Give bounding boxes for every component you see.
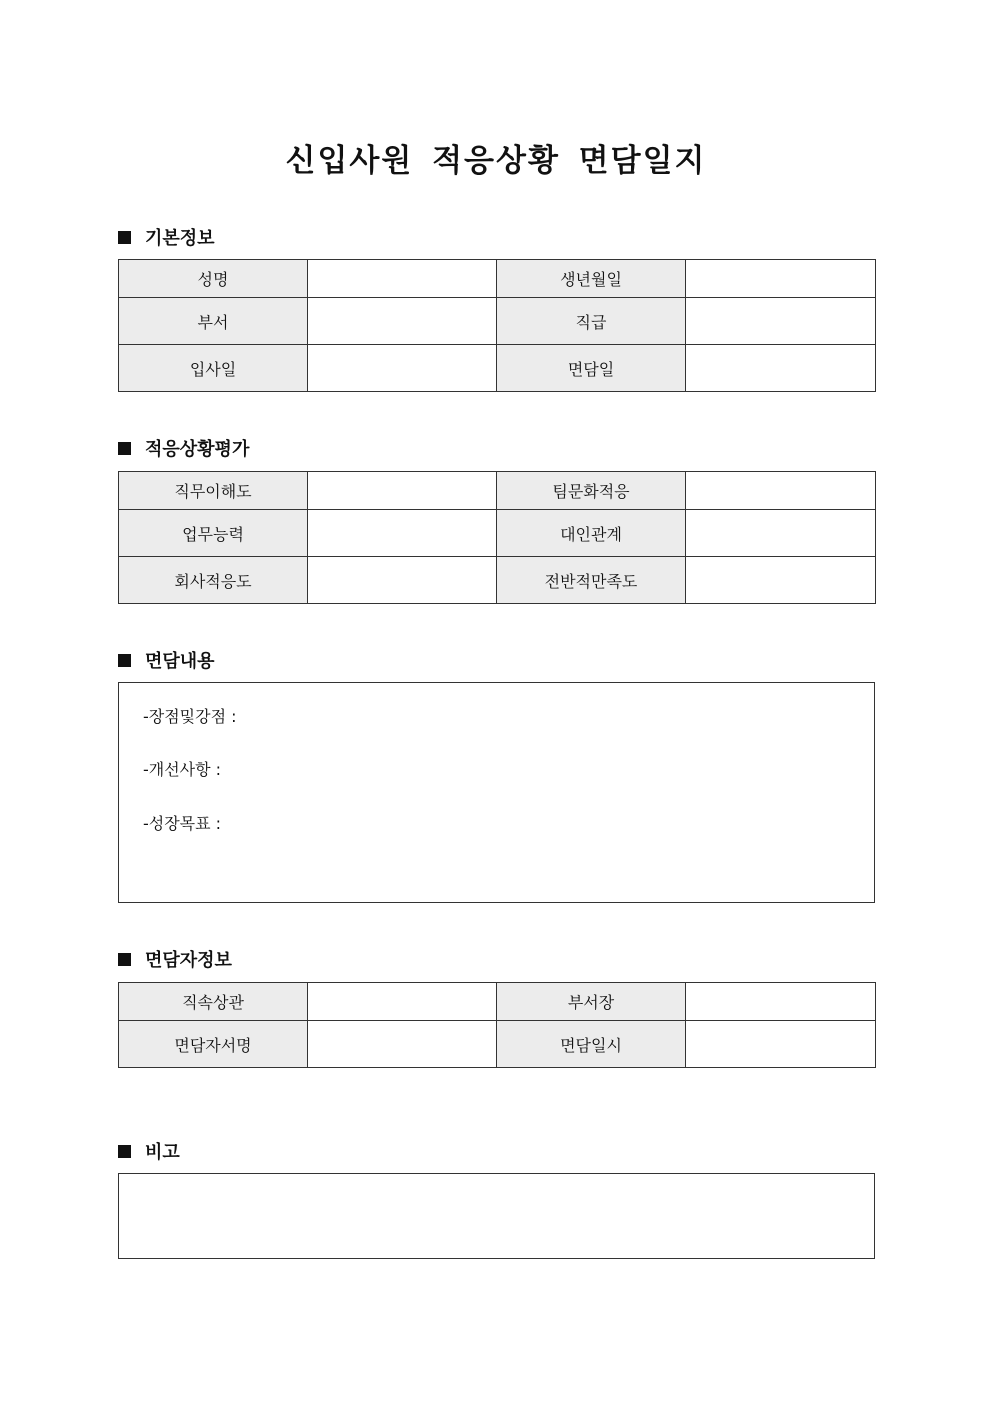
label-direct-supervisor: 직속상관 [119, 983, 308, 1021]
interview-datetime-field[interactable] [686, 1021, 876, 1068]
square-bullet-icon [118, 442, 131, 455]
direct-supervisor-field[interactable] [308, 983, 497, 1021]
label-join-date: 입사일 [119, 345, 308, 392]
interview-date-field[interactable] [686, 345, 876, 392]
table-row [119, 1021, 876, 1068]
label-department: 부서 [119, 298, 308, 345]
table-row [119, 260, 876, 298]
section-heading-label: 기본정보 [145, 228, 215, 249]
table-row [119, 345, 876, 392]
table-row [119, 557, 876, 604]
square-bullet-icon [118, 654, 131, 667]
basic-info-table [118, 259, 876, 392]
improvements-line: -개선사항 : [143, 760, 222, 779]
label-position: 직급 [497, 298, 686, 345]
section-heading-content [118, 647, 215, 673]
label-relationships: 대인관계 [497, 510, 686, 557]
position-field[interactable] [686, 298, 876, 345]
label-work-ability: 업무능력 [119, 510, 308, 557]
section-heading-label: 면담자정보 [145, 950, 232, 971]
name-field[interactable] [308, 260, 497, 298]
label-interview-datetime: 면담일시 [497, 1021, 686, 1068]
team-culture-field[interactable] [686, 472, 876, 510]
company-adaptation-field[interactable] [308, 557, 497, 604]
work-ability-field[interactable] [308, 510, 497, 557]
label-interview-date: 면담일 [497, 345, 686, 392]
evaluation-table [118, 471, 876, 604]
section-heading-interviewer [118, 946, 232, 972]
label-company-adaptation: 회사적응도 [119, 557, 308, 604]
label-department-head: 부서장 [497, 983, 686, 1021]
table-row [119, 510, 876, 557]
square-bullet-icon [118, 953, 131, 966]
table-row [119, 472, 876, 510]
table-row [119, 983, 876, 1021]
label-interviewer-signature: 면담자서명 [119, 1021, 308, 1068]
relationships-field[interactable] [686, 510, 876, 557]
growth-goals-line: -성장목표 : [143, 814, 222, 833]
square-bullet-icon [118, 1145, 131, 1158]
department-head-field[interactable] [686, 983, 876, 1021]
section-heading-evaluation [118, 435, 249, 461]
table-row [119, 298, 876, 345]
strengths-line: -장점및강점 : [143, 707, 237, 726]
label-birthdate: 생년월일 [497, 260, 686, 298]
label-overall-satisfaction: 전반적만족도 [497, 557, 686, 604]
job-understanding-field[interactable] [308, 472, 497, 510]
section-heading-basic [118, 224, 215, 250]
section-heading-label: 비고 [145, 1142, 180, 1163]
section-heading-label: 적응상황평가 [145, 439, 250, 460]
page-title: 신입사원 적응상황 면담일지 [285, 143, 707, 179]
square-bullet-icon [118, 231, 131, 244]
interviewer-signature-field[interactable] [308, 1021, 497, 1068]
remarks-box[interactable] [118, 1173, 875, 1259]
label-job-understanding: 직무이해도 [119, 472, 308, 510]
department-field[interactable] [308, 298, 497, 345]
birthdate-field[interactable] [686, 260, 876, 298]
interviewer-table [118, 982, 876, 1068]
interview-content-box[interactable] [118, 682, 875, 903]
label-name: 성명 [119, 260, 308, 298]
section-heading-label: 면담내용 [145, 651, 215, 672]
join-date-field[interactable] [308, 345, 497, 392]
label-team-culture: 팀문화적응 [497, 472, 686, 510]
overall-satisfaction-field[interactable] [686, 557, 876, 604]
section-heading-remarks [118, 1138, 180, 1164]
